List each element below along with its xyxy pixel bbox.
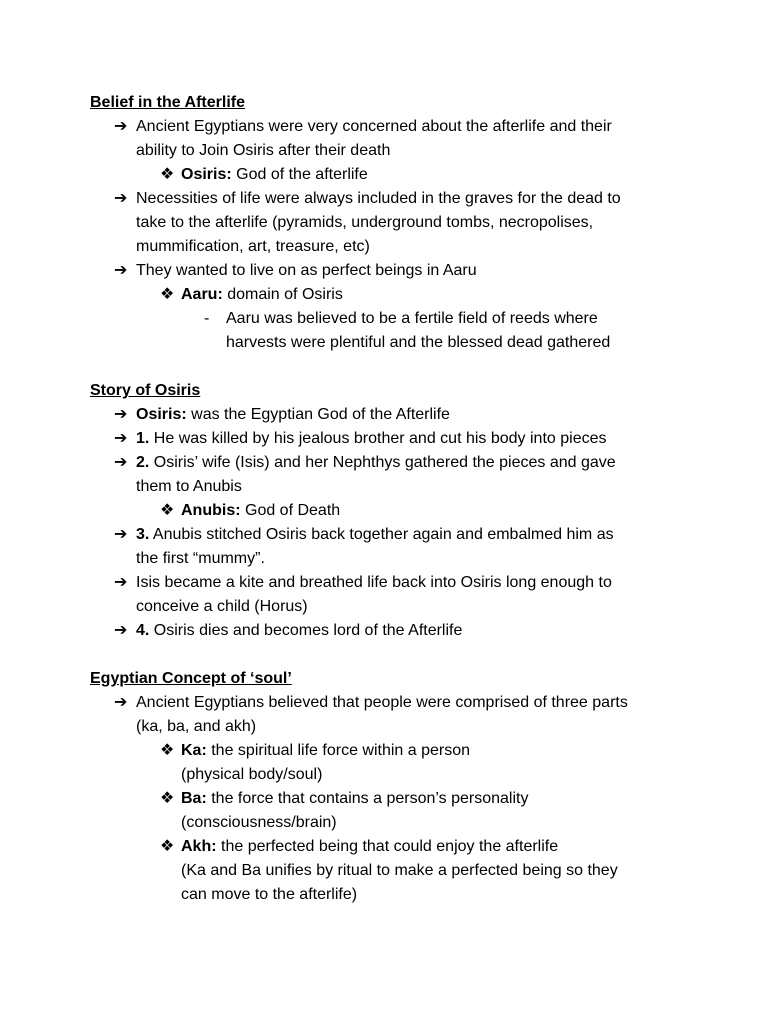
arrow-bullet-icon: ➔: [114, 118, 128, 135]
section-heading-afterlife: Belief in the Afterlife: [90, 94, 245, 111]
step-text: He was killed by his jealous brother and cut his body into pieces: [149, 430, 607, 447]
dash-bullet-icon: -: [204, 310, 210, 327]
section-heading-osiris: Story of Osiris: [90, 382, 201, 399]
arrow-bullet-icon: ➔: [114, 694, 128, 711]
term-label: Akh:: [181, 838, 217, 855]
step-number: 3.: [136, 526, 150, 543]
list-item-text: [181, 163, 368, 187]
list-item-text: [181, 499, 340, 523]
step-number: 2.: [136, 454, 150, 471]
diamond-bullet-icon: ❖: [160, 166, 175, 183]
term-label: Anubis:: [181, 502, 241, 519]
list-item-text: They wanted to live on as perfect beings in Aaru: [136, 262, 477, 279]
list-item-text: [136, 403, 450, 427]
list-item-text: (Ka and Ba unifies by ritual to make a perfected being so they: [181, 862, 618, 879]
list-item-text: mummification, art, treasure, etc): [136, 238, 370, 255]
list-item-text: [136, 427, 606, 451]
list-item-text: [136, 619, 462, 643]
list-item-text: can move to the afterlife): [181, 886, 358, 903]
arrow-bullet-icon: ➔: [114, 262, 128, 279]
list-item-text: [181, 835, 558, 859]
diamond-bullet-icon: ❖: [160, 502, 175, 519]
step-text: Osiris’ wife (Isis) and her Nephthys gathered the pieces and gave: [149, 454, 616, 471]
section-heading-soul: Egyptian Concept of ‘soul’: [90, 670, 292, 687]
term-definition: domain of Osiris: [222, 286, 343, 303]
diamond-bullet-icon: ❖: [160, 790, 175, 807]
list-item-text: Isis became a kite and breathed life back into Osiris long enough to: [136, 574, 612, 591]
step-text: Anubis stitched Osiris back together again and embalmed him as: [149, 526, 614, 543]
diamond-bullet-icon: ❖: [160, 742, 175, 759]
list-item-text: [136, 451, 616, 475]
term-definition: God of the afterlife: [231, 166, 368, 183]
list-item-text: [181, 787, 528, 811]
list-item-text: [181, 283, 343, 307]
list-item-text: Ancient Egyptians believed that people were comprised of three parts: [136, 694, 628, 711]
list-item-text: [181, 739, 470, 763]
term-label: Aaru:: [181, 286, 223, 303]
list-item-text: Aaru was believed to be a fertile field of reeds where: [226, 310, 598, 327]
step-number: 4.: [136, 622, 150, 639]
arrow-bullet-icon: ➔: [114, 430, 128, 447]
arrow-bullet-icon: ➔: [114, 190, 128, 207]
term-label: Osiris:: [136, 406, 187, 423]
list-item-text: them to Anubis: [136, 478, 242, 495]
term-definition: the perfected being that could enjoy the afterlife: [216, 838, 559, 855]
step-number: 1.: [136, 430, 150, 447]
list-item-text: (ka, ba, and akh): [136, 718, 257, 735]
list-item-text: (consciousness/brain): [181, 814, 337, 831]
diamond-bullet-icon: ❖: [160, 286, 175, 303]
list-item-text: take to the afterlife (pyramids, underground tombs, necropolises,: [136, 214, 594, 231]
term-definition: was the Egyptian God of the Afterlife: [186, 406, 450, 423]
arrow-bullet-icon: ➔: [114, 574, 128, 591]
term-definition: the force that contains a person’s personality: [206, 790, 529, 807]
term-definition: God of Death: [240, 502, 341, 519]
list-item-text: the first “mummy”.: [136, 550, 265, 567]
diamond-bullet-icon: ❖: [160, 838, 175, 855]
term-label: Ka:: [181, 742, 207, 759]
term-label: Osiris:: [181, 166, 232, 183]
step-text: Osiris dies and becomes lord of the Afterlife: [149, 622, 463, 639]
list-item-text: conceive a child (Horus): [136, 598, 308, 615]
arrow-bullet-icon: ➔: [114, 526, 128, 543]
list-item-text: ability to Join Osiris after their death: [136, 142, 391, 159]
arrow-bullet-icon: ➔: [114, 622, 128, 639]
list-item-text: harvests were plentiful and the blessed dead gathered: [226, 334, 611, 351]
list-item-text: Ancient Egyptians were very concerned about the afterlife and their: [136, 118, 612, 135]
list-item-text: Necessities of life were always included in the graves for the dead to: [136, 190, 621, 207]
list-item-text: (physical body/soul): [181, 766, 323, 783]
list-item-text: [136, 523, 614, 547]
term-label: Ba:: [181, 790, 207, 807]
arrow-bullet-icon: ➔: [114, 454, 128, 471]
term-definition: the spiritual life force within a person: [206, 742, 471, 759]
arrow-bullet-icon: ➔: [114, 406, 128, 423]
